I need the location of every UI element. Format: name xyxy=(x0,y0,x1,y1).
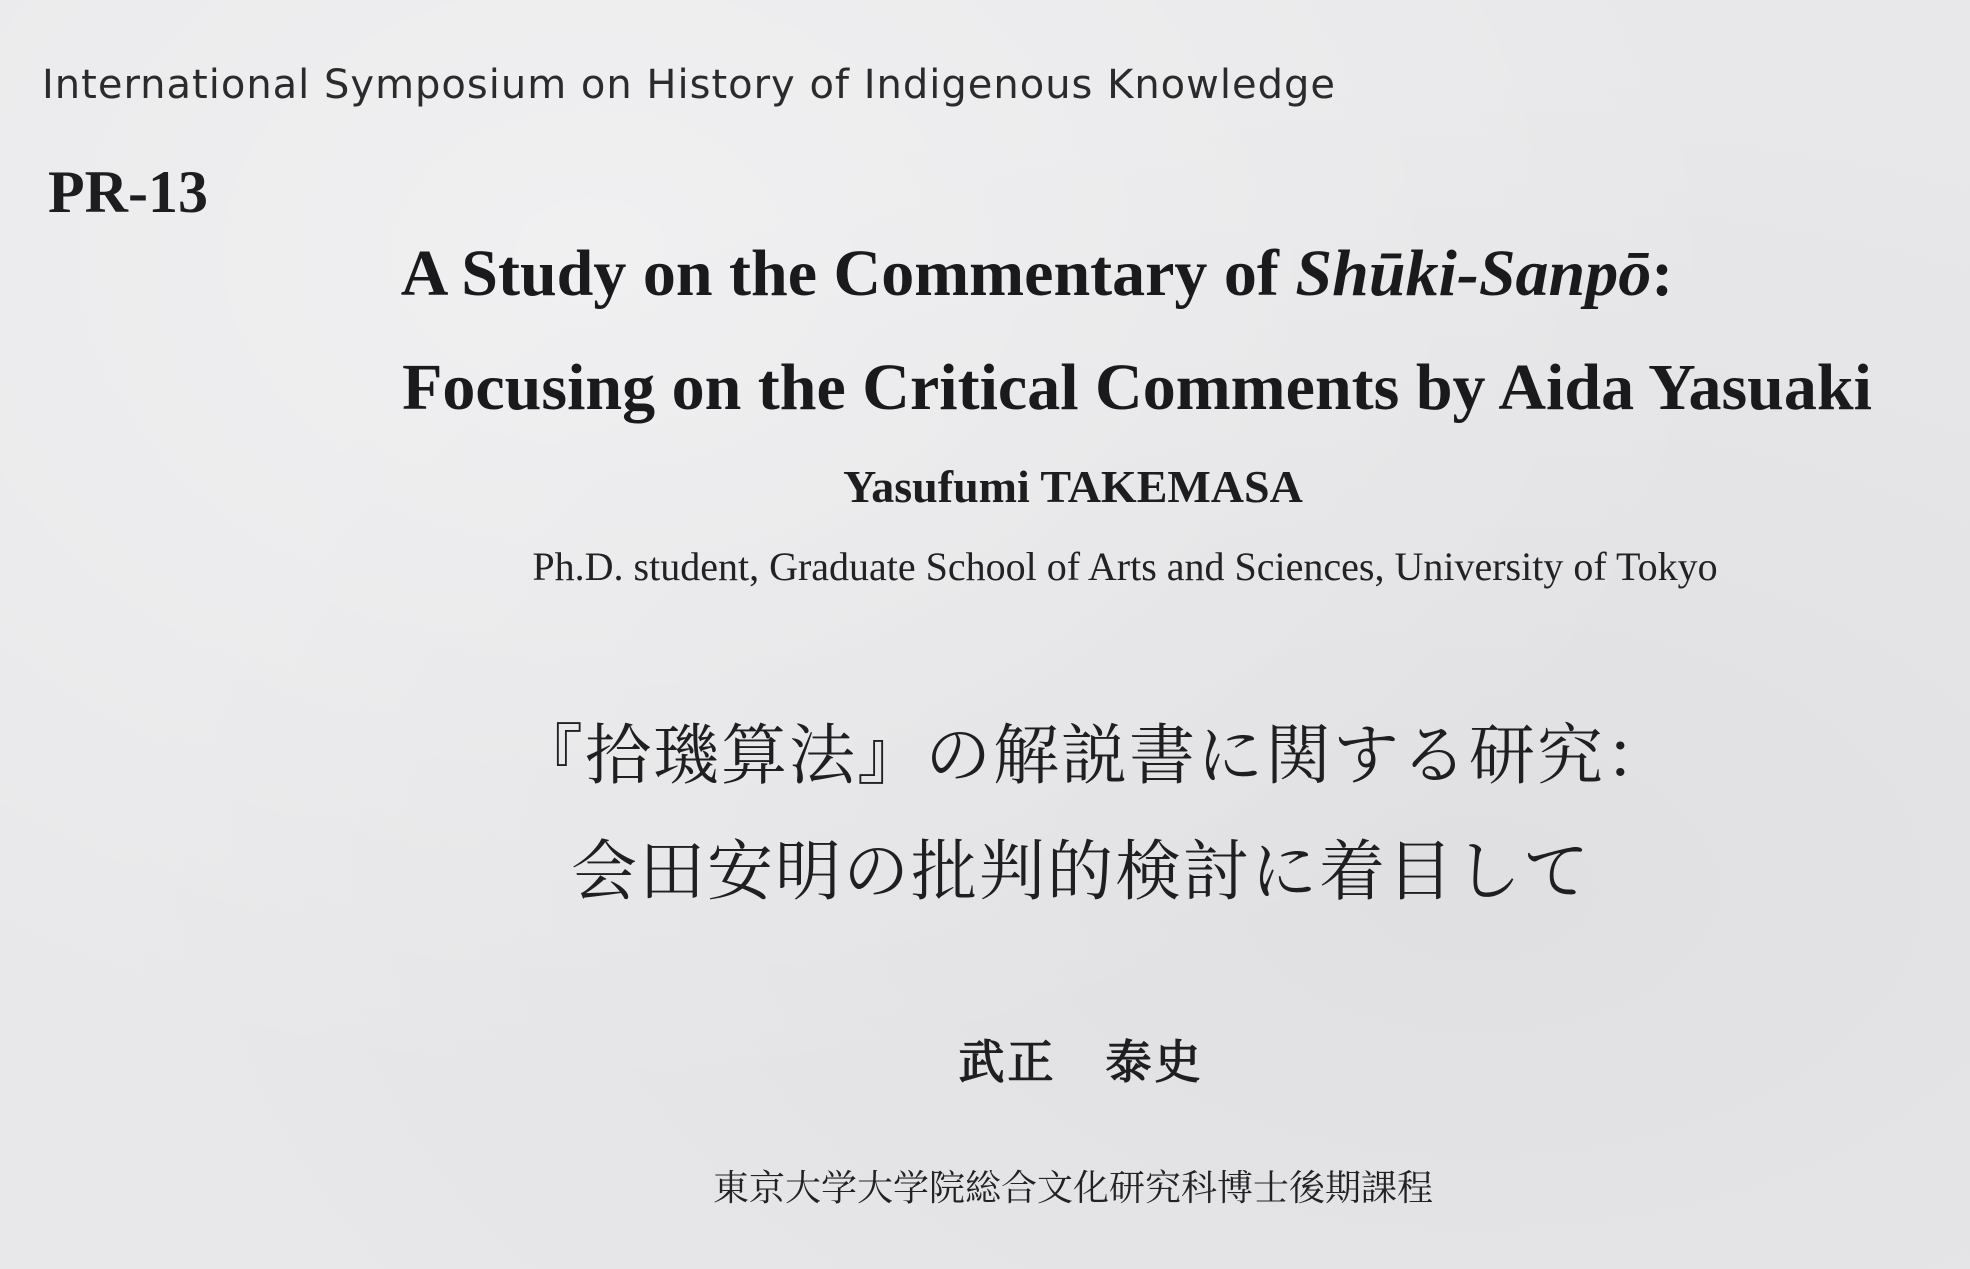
english-title-prefix: A Study on the Commentary of xyxy=(400,237,1296,310)
english-title-line-2: Focusing on the Critical Comments by Aida Yasuaki xyxy=(402,351,1872,424)
japanese-title-line-2: 会田安明の批判的検討に着目して xyxy=(571,833,1591,910)
english-author-name: Yasufumi TAKEMASA xyxy=(843,461,1303,512)
japanese-title-line-1: 『拾璣算法』の解説書に関する研究： xyxy=(517,717,1673,794)
english-title-line-1 xyxy=(52,236,1970,312)
japanese-author-name: 武正 泰史 xyxy=(958,1035,1204,1089)
japanese-affiliation: 東京大学大学院総合文化研究科博士後期課程 xyxy=(712,1168,1433,1209)
english-title-italic-term: Shūki-Sanpō xyxy=(1295,237,1652,310)
english-affiliation: Ph.D. student, Graduate School of Arts and Sciences, University of Tokyo xyxy=(532,544,1718,589)
paper-code: PR-13 xyxy=(48,159,208,225)
english-title-colon: : xyxy=(1651,237,1674,310)
symposium-name: International Symposium on History of Indigenous Knowledge xyxy=(42,62,1336,108)
